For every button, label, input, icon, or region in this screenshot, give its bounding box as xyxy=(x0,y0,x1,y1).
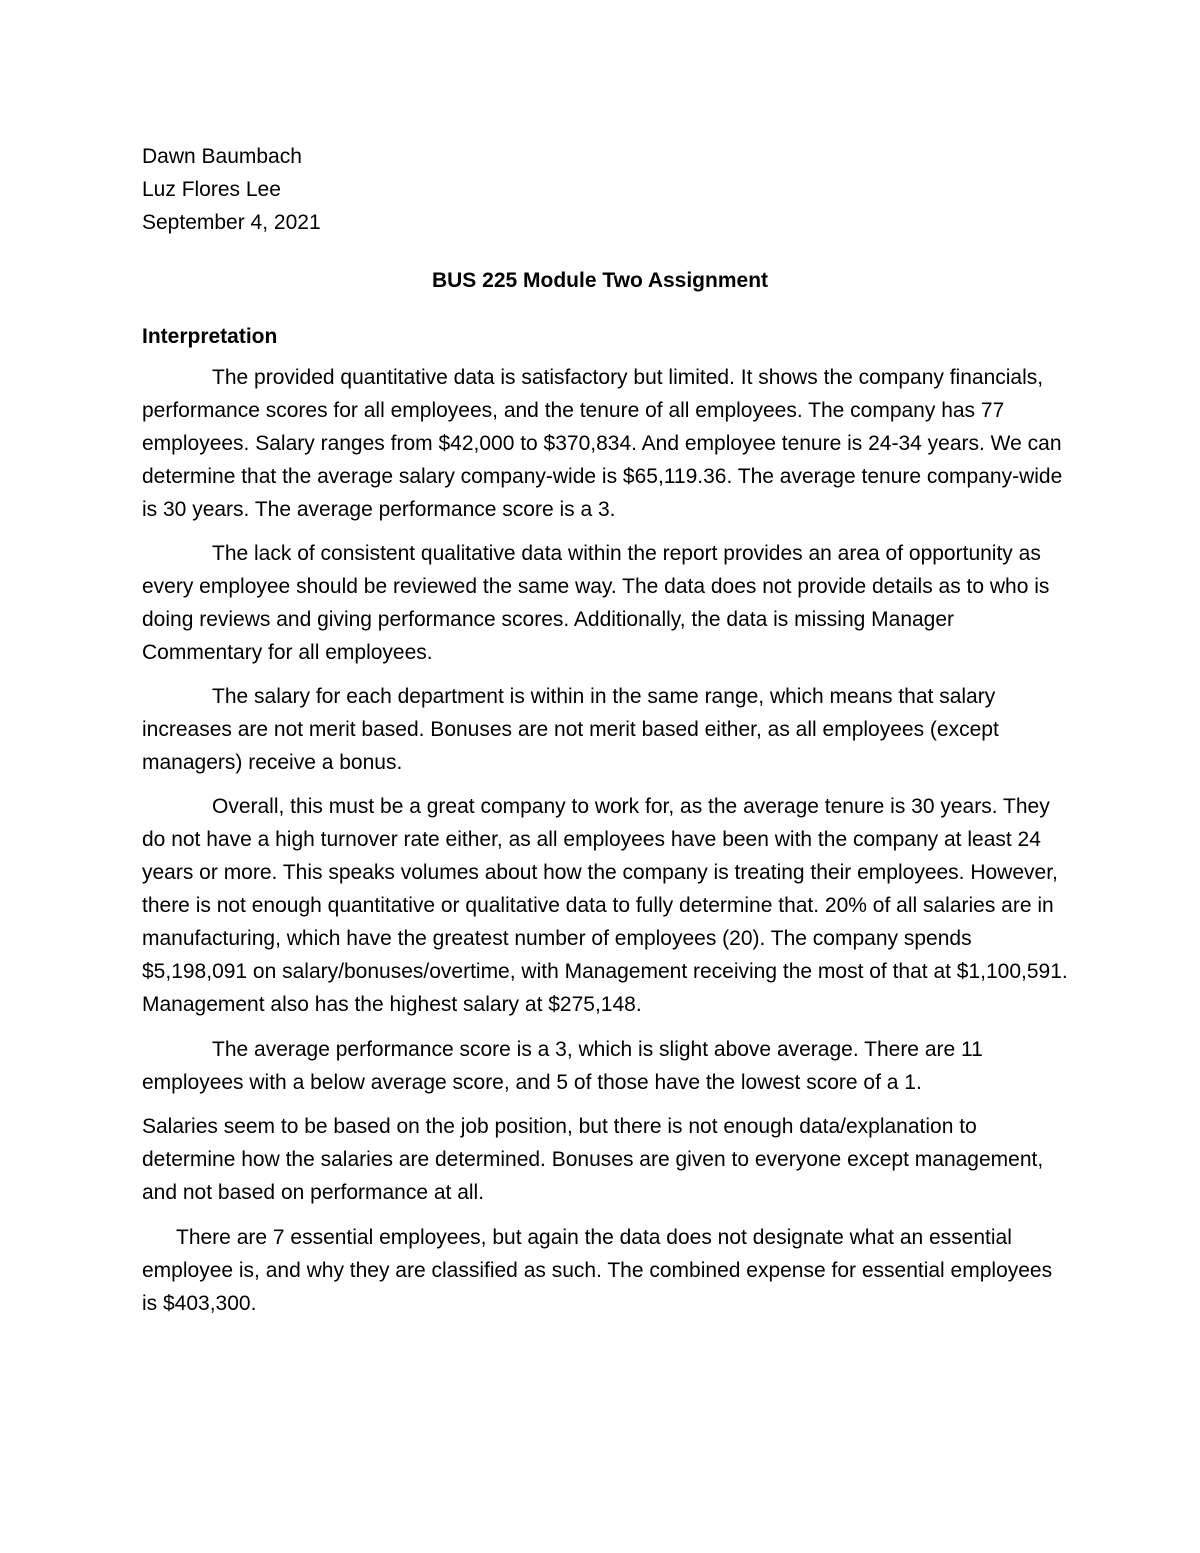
document-title: BUS 225 Module Two Assignment xyxy=(431,269,769,292)
paragraph-salaries-basis: Salaries seem to be based on the job position, but there is not enough data/explanation to determine how the salaries are determined. Bonuses are given to everyone except management, and not based on performance at all. xyxy=(142,1115,1044,1204)
paragraph-qualitative-data: The lack of consistent qualitative data within the report provides an area of opportunity as every employee should be reviewed the same way. The data does not provide details as to who is doing reviews and giving performance scores. Additionally, the data is missing Manager Commentary for all employees. xyxy=(142,542,1050,664)
paragraph-essential-employees: There are 7 essential employees, but again the data does not designate what an essential employee is, and why they are classified as such. The combined expense for essential employees is $403,300. xyxy=(142,1226,1053,1315)
section-heading: Interpretation xyxy=(142,325,278,348)
paragraph-quantitative-data: The provided quantitative data is satisfactory but limited. It shows the company financials, performance scores for all employees, and the tenure of all employees. The company has 77 employees. Salary ranges from $42,000 to $370,834. And employee tenure is 24-34 years. We can determine that the average salary company-wide is $65,119.36. The average tenure company-wide is 30 years. The average performance score is a 3. xyxy=(142,366,1063,521)
author-name: Dawn Baumbach xyxy=(142,145,302,168)
paragraph-performance: The average performance score is a 3, which is slight above average. There are 11 employees with a below average score, and 5 of those have the lowest score of a 1. xyxy=(142,1038,983,1094)
instructor-name: Luz Flores Lee xyxy=(142,178,281,201)
paragraph-overall: Overall, this must be a great company to work for, as the average tenure is 30 years. They do not have a high turnover rate either, as all employees have been with the company at least 24 years or more. This speaks volumes about how the company is treating their employees. However, there is not enough quantitative or qualitative data to fully determine that. 20% of all salaries are in manufacturing, which have the greatest number of employees (20). The company spends $5,198,091 on salary/bonuses/overtime, with Management receiving the most of that at $1,100,591. Management also has the highest salary at $275,148. xyxy=(142,795,1068,1016)
document-date: September 4, 2021 xyxy=(142,211,321,234)
paragraph-salary-range: The salary for each department is within in the same range, which means that salary increases are not merit based. Bonuses are not merit based either, as all employees (except managers) receive a bonus. xyxy=(142,685,999,774)
